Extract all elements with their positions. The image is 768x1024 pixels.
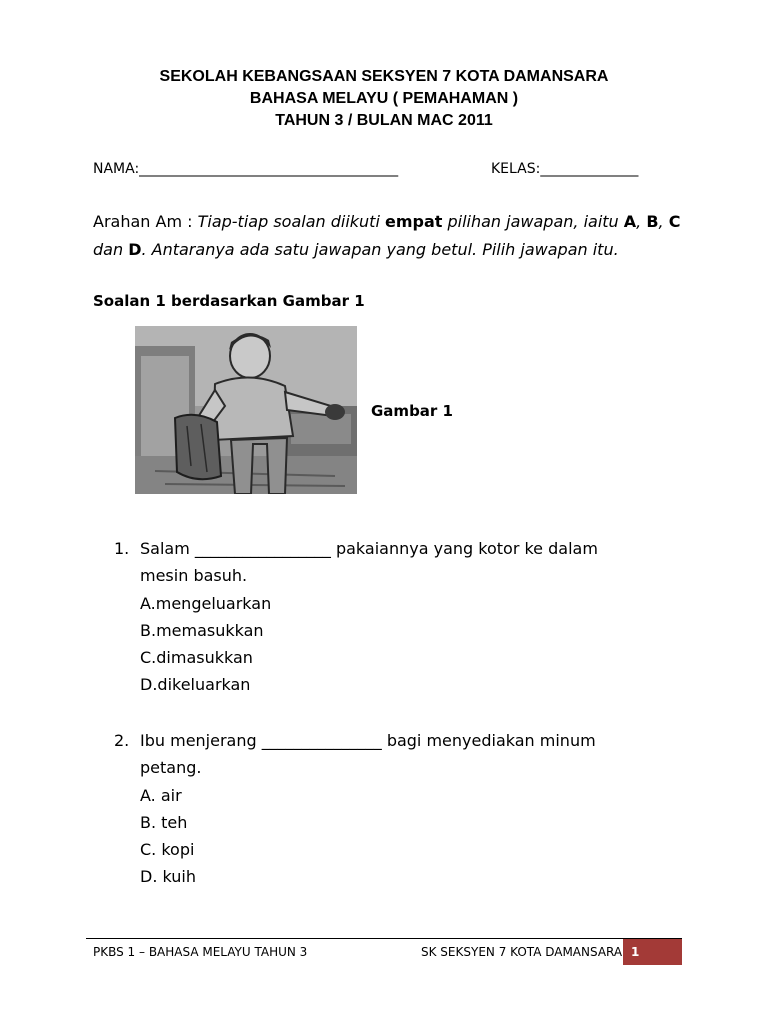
exam-date: TAHUN 3 / BULAN MAC 2011 bbox=[275, 112, 493, 129]
question-text: petang. bbox=[140, 758, 202, 778]
instructions-text: , bbox=[636, 212, 647, 231]
answer-option-c[interactable]: C.dimasukkan bbox=[140, 648, 253, 668]
school-name: SEKOLAH KEBANGSAAN SEKSYEN 7 KOTA DAMANSARA bbox=[159, 68, 609, 85]
answer-option-c[interactable]: C. kopi bbox=[140, 840, 195, 860]
instructions-bold: empat bbox=[384, 212, 443, 231]
footer-subject: PKBS 1 – BAHASA MELAYU TAHUN 3 bbox=[93, 945, 308, 959]
instructions-bold: D bbox=[128, 240, 142, 259]
answer-option-a[interactable]: A. air bbox=[140, 785, 182, 805]
document-header bbox=[0, 66, 768, 132]
answer-option-d[interactable]: D.dikeluarkan bbox=[140, 675, 251, 695]
instructions-text: , bbox=[658, 212, 669, 231]
instructions-text: Tiap-tiap soalan diikuti bbox=[197, 212, 385, 231]
instructions-bold: C bbox=[668, 212, 681, 231]
answer-option-d[interactable]: D. kuih bbox=[140, 867, 196, 887]
question-2 bbox=[114, 727, 674, 891]
instructions-text: pilihan jawapan, iaitu bbox=[442, 212, 624, 231]
answer-option-b[interactable]: B.memasukkan bbox=[140, 620, 264, 640]
student-fields bbox=[93, 161, 673, 177]
question-number: 1. bbox=[114, 539, 130, 558]
general-instructions bbox=[93, 208, 683, 264]
instructions-text: . Antaranya ada satu jawapan yang betul. Pilih jawapan itu. bbox=[141, 240, 619, 259]
answer-option-a[interactable]: A.mengeluarkan bbox=[140, 593, 272, 613]
question-number: 2. bbox=[114, 731, 130, 750]
question-1 bbox=[114, 535, 674, 699]
instructions-text: dan bbox=[93, 240, 129, 259]
instructions-bold: B bbox=[646, 212, 659, 231]
footer-school: SK SEKSYEN 7 KOTA DAMANSARA bbox=[421, 945, 623, 959]
name-field[interactable]: NAMA:_____________________________________ bbox=[93, 161, 399, 177]
boy-laundry-drawing bbox=[135, 326, 357, 494]
answer-option-b[interactable]: B. teh bbox=[140, 812, 188, 832]
instructions-label: Arahan Am : bbox=[93, 212, 198, 231]
instructions-bold: A bbox=[623, 212, 637, 231]
question-text: Salam _________________ pakaiannya yang kotor ke dalam bbox=[140, 539, 598, 558]
question-text: Ibu menjerang _______________ bagi menyediakan minum bbox=[140, 731, 596, 750]
illustration-boy-laundry bbox=[135, 326, 357, 494]
page-number-badge: 1 bbox=[623, 939, 682, 965]
footer-divider bbox=[86, 938, 682, 939]
class-field[interactable]: KELAS:______________ bbox=[491, 161, 639, 177]
question-text: mesin basuh. bbox=[140, 566, 248, 586]
picture-caption: Gambar 1 bbox=[371, 402, 453, 420]
section-title: Soalan 1 berdasarkan Gambar 1 bbox=[93, 292, 365, 310]
subject-title: BAHASA MELAYU ( PEMAHAMAN ) bbox=[249, 90, 519, 107]
